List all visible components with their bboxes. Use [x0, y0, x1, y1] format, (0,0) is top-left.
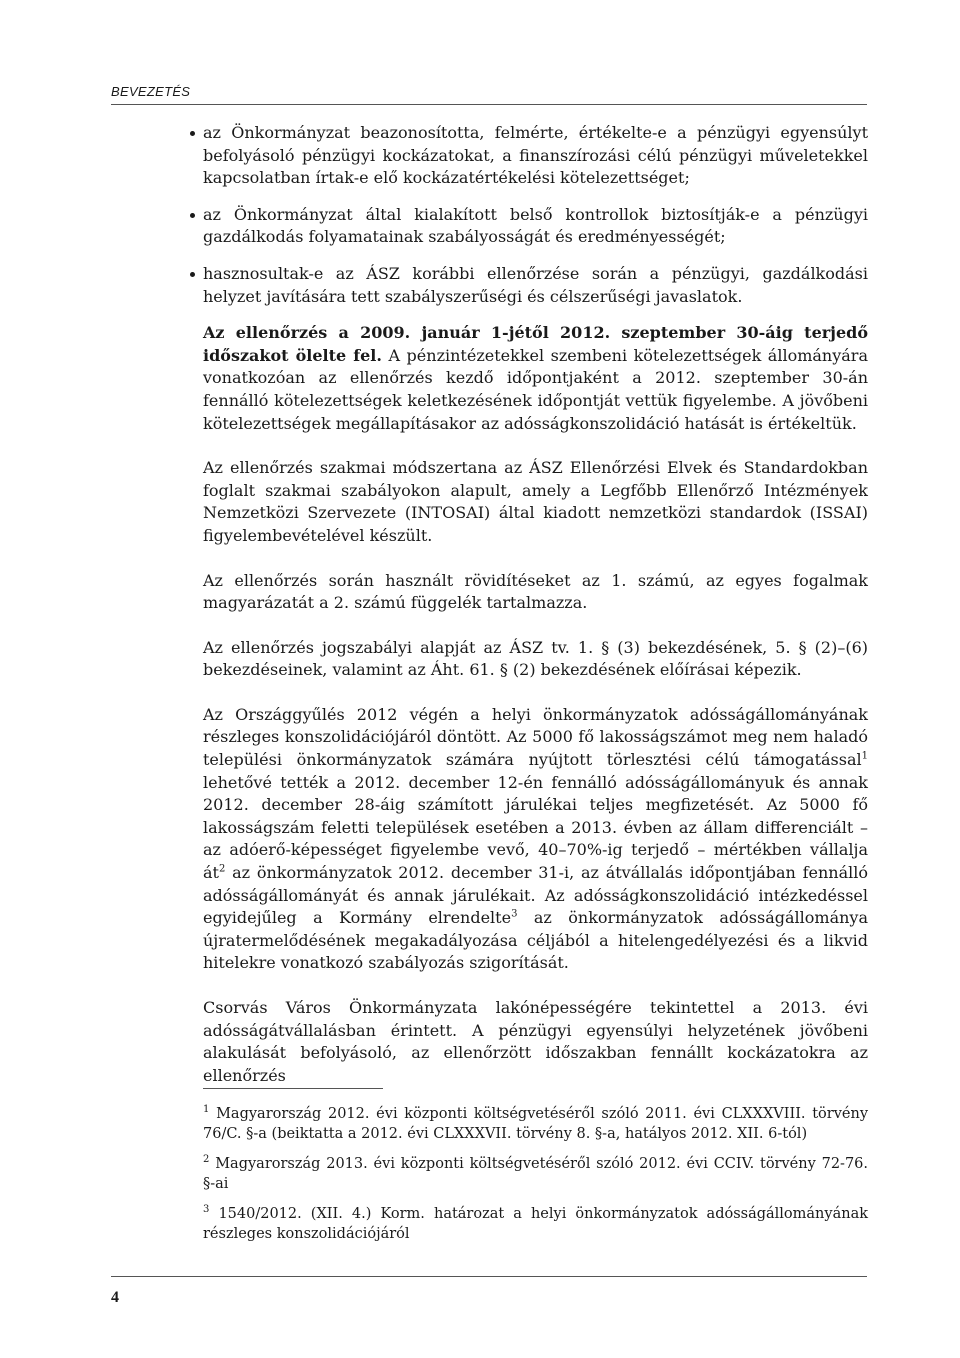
footnote-text: 1540/2012. (XII. 4.) Korm. határozat a helyi önkormányzatok adósságállományának részleges konszolidációjáról — [203, 1206, 868, 1242]
paragraph-consolidation — [203, 704, 868, 975]
period-text: A pénzintézetekkel szembeni kötelezettségek állományára vonatkozóan az ellenőrzés kezdő időpontjaként a 2012. szeptember 30-án fennálló kötelezettségek keletkezésének időpontját vettük figyelembe. A jövőbeni kötelezettségek megállapításakor az adósságkonszolidáció hatását is értékeltük. — [203, 345, 868, 433]
paragraph-legal-basis: Az ellenőrzés jogszabályi alapját az ÁSZ tv. 1. § (3) bekezdésének, 5. § (2)–(6) bekezdéseinek, valamint az Áht. 61. § (2) bekezdésének előírásai képezik. — [203, 637, 868, 680]
page-footer-rule — [111, 1276, 867, 1277]
section-header: BEVEZETÉS — [111, 84, 191, 99]
footnote-ref-2[interactable]: 2 — [218, 863, 226, 875]
footnote-item — [203, 1154, 868, 1194]
bullet-item: hasznosultak-e az ÁSZ korábbi ellenőrzése során a pénzügyi, gazdálkodási helyzet javítására tett szabályszerűségi és célszerűségi javaslatok. — [203, 263, 868, 308]
footnote-rule — [203, 1088, 383, 1089]
footnotes — [203, 1104, 868, 1254]
footnote-number: 3 — [203, 1204, 210, 1216]
consolidation-text-b: lehetővé tették a 2012. december 12-én fennálló adósságállományuk és annak 2012. december 28-áig számított járulékai teljes megfizetését. Az 5000 fő lakosságszám feletti települések esetében a 2013. évben az állam differenciált – az adóerő-képességet figyelembe vevő, 40–70%-ig terjedő – mértékben vállalja át — [203, 772, 868, 883]
consolidation-text-a: Az Országgyűlés 2012 végén a helyi önkormányzatok adósságállományának részleges konszolidációjáról döntött. Az 5000 fő lakosságszámot meg nem haladó települési önkormányzatok számára nyújtott törlesztési célú támogatással — [203, 704, 868, 770]
bullet-item: az Önkormányzat által kialakított belső kontrollok biztosítják-e a pénzügyi gazdálkodás folyamatainak szabályosságát és eredményességét; — [203, 204, 868, 249]
paragraph-abbreviations: Az ellenőrzés során használt rövidítéseket az 1. számú, az egyes fogalmak magyarázatát a 2. számú függelék tartalmazza. — [203, 570, 868, 613]
footnote-text: Magyarország 2013. évi központi költségvetéséről szóló 2012. évi CCIV. törvény 72-76. §-ai — [203, 1156, 869, 1192]
period-bold-text: Az ellenőrzés a 2009. január 1-jétől 2012. szeptember 30-áig terjedő időszakot ölelte fel. — [203, 323, 868, 365]
footnote-ref-3[interactable]: 3 — [511, 908, 518, 920]
consolidation-text-d: az önkormányzatok adósságállománya újratermelődésének megakadályozása céljából a hitelengedélyezési és a likvid hitelekre vonatkozó szabályozás szigorítását. — [203, 908, 868, 973]
paragraph-methodology: Az ellenőrzés szakmai módszertana az ÁSZ Ellenőrzési Elvek és Standardokban foglalt szakmai szabályokon alapult, amely a Legfőbb Ellenőrző Intézmények Nemzetközi Szervezete (INTOSAI) által kiadott nemzetközi standardok (ISSAI) figyelembevételével készült. — [203, 458, 868, 545]
page-number: 4 — [111, 1289, 119, 1306]
footnote-ref-1[interactable]: 1 — [861, 750, 868, 762]
footnote-text: Magyarország 2012. évi központi költségvetéséről szóló 2011. évi CLXXXVIII. törvény 76/C. §-a (beiktatta a 2012. évi CLXXXVII. törvény 8. §-a, hatályos 2012. XII. 6-tól) — [203, 1106, 869, 1142]
footnote-number: 2 — [203, 1154, 210, 1166]
paragraph-period — [203, 322, 868, 435]
footnote-item — [203, 1204, 868, 1244]
footnote-item — [203, 1104, 868, 1144]
footnote-number: 1 — [203, 1104, 210, 1116]
paragraph-csorvas: Csorvás Város Önkormányzata lakónépességére tekintettel a 2013. évi adósságátvállalásban érintett. A pénzügyi egyensúlyi helyzetének jövőbeni alakulását befolyásoló, az ellenőrzött időszakban fennállt kockázatokra az ellenőrzés — [203, 998, 868, 1085]
main-content — [203, 118, 868, 1109]
bullet-item: az Önkormányzat beazonosította, felmérte, értékelte-e a pénzügyi egyensúlyt befolyásoló pénzügyi kockázatokat, a finanszírozási célú pénzügyi műveletekkel kapcsolatban írtak-e elő kockázatértékelési kötelezettséget; — [203, 122, 868, 190]
consolidation-text-c: az önkormányzatok 2012. december 31-i, az átvállalás időpontjában fennálló adósságállományát és annak járulékait. Az adósságkonszolidáció intézkedéssel egyidejűleg a Kormány elrendelte — [203, 863, 868, 928]
header-rule — [111, 104, 867, 105]
bullet-list — [203, 122, 868, 308]
